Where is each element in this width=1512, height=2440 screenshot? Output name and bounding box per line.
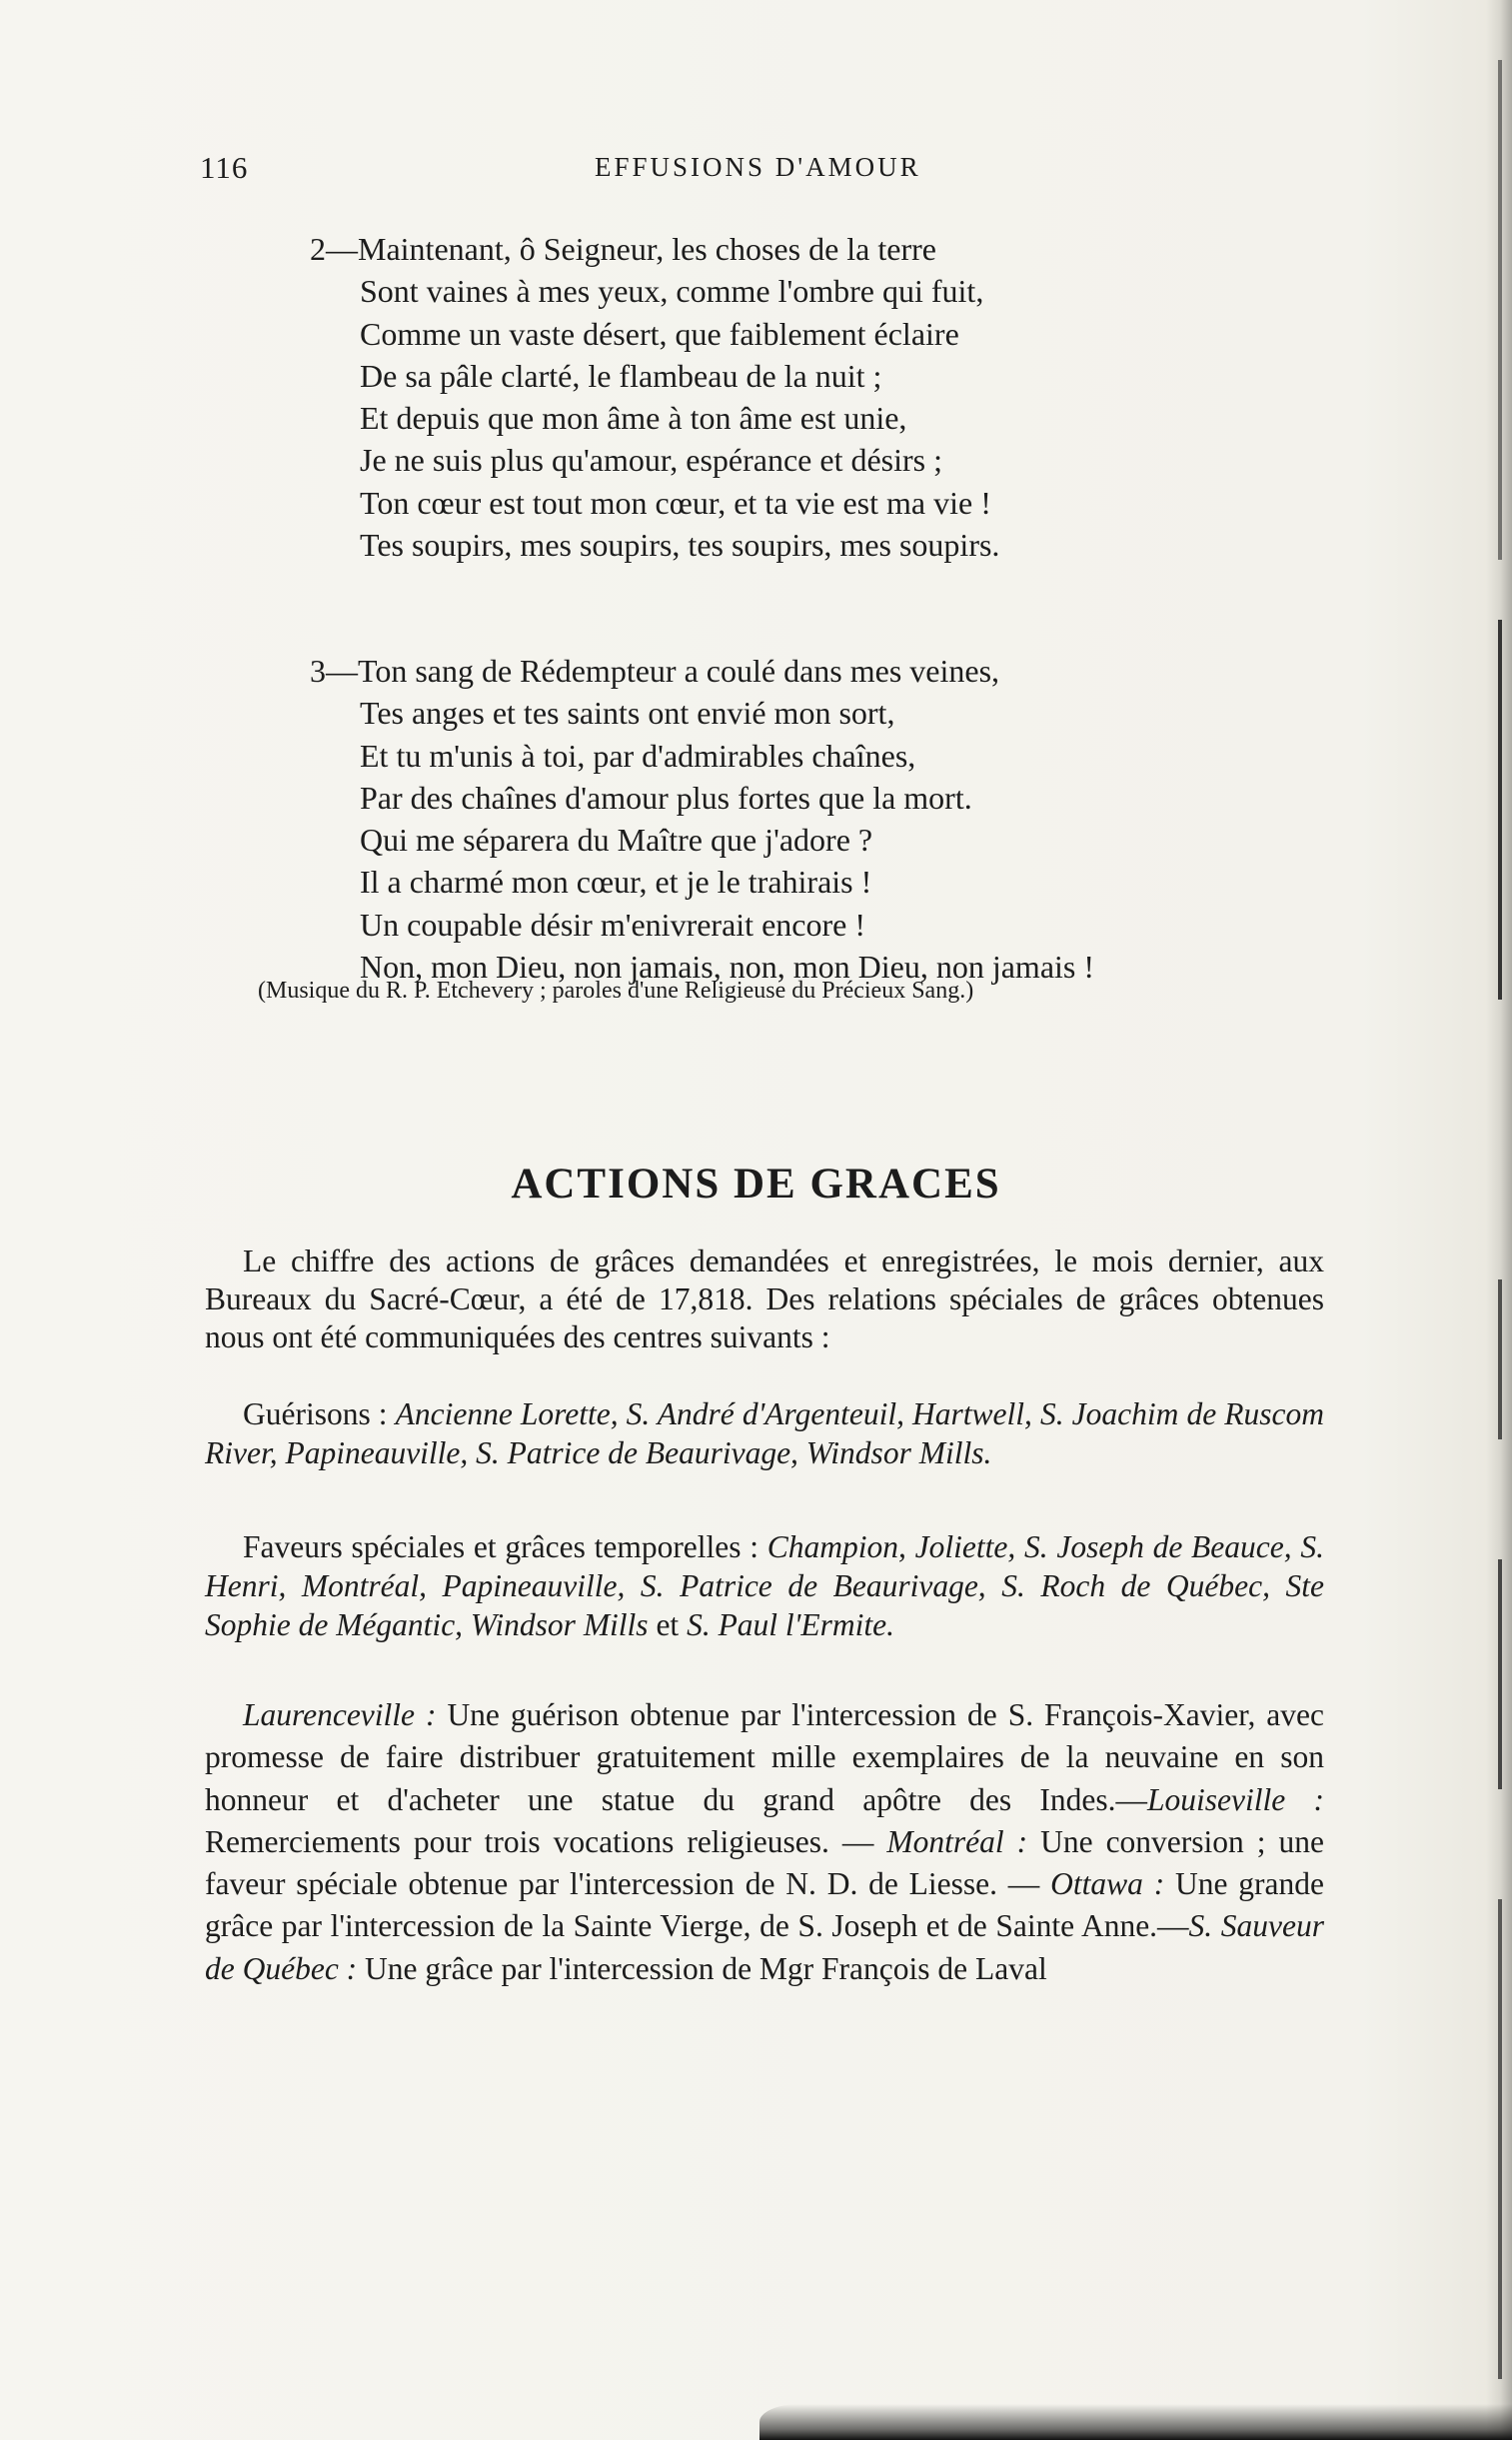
report-montreal: Une conversion ; une faveur spéciale obtenue par l'intercession de N. D. de Liesse. — (205, 1823, 1324, 1902)
verse-line: Tes anges et tes saints ont envié mon sort, (360, 695, 895, 732)
page-edge-line (1498, 620, 1502, 1000)
music-credit: (Musique du R. P. Etchevery ; paroles d'une Religieuse du Précieux Sang.) (258, 978, 974, 1004)
faveurs-conjunction: et (648, 1607, 688, 1642)
verse-line: Par des chaînes d'amour plus fortes que la mort. (360, 779, 972, 816)
intro-paragraph (205, 1242, 1324, 1356)
report-ottawa: Une grande grâce par l'intercession de la Sainte Vierge, de S. Joseph et de Sainte Anne.— (205, 1866, 1324, 1944)
stanza-3 (310, 650, 1309, 988)
report-louiseville: Remerciements pour trois vocations religieuses. — (205, 1823, 887, 1859)
verse-line: Tes soupirs, mes soupirs, tes soupirs, mes soupirs. (360, 527, 1000, 564)
section-title: ACTIONS DE GRACES (511, 1161, 1001, 1208)
faveurs-places: Champion, Joliette, S. Joseph de Beauce, S. Henri, Montréal, Papineauville, S. Patrice de Beaurivage, S. Roch de Québec, Ste Sophie de Mégantic, Windsor Mills (205, 1529, 1324, 1642)
page-number: 116 (200, 150, 249, 185)
place-louiseville: Louiseville : (1147, 1781, 1324, 1817)
intro-text: Le chiffre des actions de grâces demandées et enregistrées, le mois dernier, aux Bureaux du Sacré-Cœur, a été de 17,818. Des relations spéciales de grâces obtenues nous ont été communiquées des centres suivants : (205, 1243, 1324, 1354)
running-title: EFFUSIONS D'AMOUR (595, 152, 921, 182)
guerisons-label: Guérisons : (243, 1396, 396, 1431)
faveurs-last-place: S. Paul l'Ermite. (687, 1607, 895, 1642)
verse-line: Et tu m'unis à toi, par d'admirables chaînes, (360, 737, 916, 774)
verse-line: Sont vaines à mes yeux, comme l'ombre qui fuit, (360, 273, 984, 310)
verse-line: 2—Maintenant, ô Seigneur, les choses de la terre (310, 231, 936, 267)
verse-line: Qui me séparera du Maître que j'adore ? (360, 822, 873, 859)
verse-line: Je ne suis plus qu'amour, espérance et désirs ; (360, 442, 942, 479)
page-edge-line (1498, 1899, 1502, 2379)
faveurs-paragraph (205, 1527, 1324, 1644)
faveurs-label: Faveurs spéciales et grâces temporelles : (243, 1529, 767, 1564)
verse-line: Et depuis que mon âme à ton âme est unie, (360, 400, 907, 437)
page-edge-line (1498, 1559, 1502, 1789)
stanza-2 (310, 228, 1309, 566)
page-edge-line (1498, 60, 1502, 560)
verse-line: Il a charmé mon cœur, et je le trahirais ! (360, 864, 872, 901)
page-edge-line (1498, 1279, 1502, 1439)
verse-line: 3—Ton sang de Rédempteur a coulé dans mes veines, (310, 653, 1000, 689)
place-laurenceville: Laurenceville : (243, 1697, 448, 1732)
place-sauveur: S. Sauveur de Québec : (205, 1908, 1324, 1986)
guerisons-paragraph (205, 1394, 1324, 1472)
verse-line: Comme un vaste désert, que faiblement éclaire (360, 315, 959, 352)
report-sauveur: Une grâce par l'intercession de Mgr François de Laval (365, 1950, 1047, 1986)
grace-reports-paragraph (205, 1694, 1324, 1990)
place-ottawa: Ottawa : (1050, 1866, 1175, 1902)
verse-line: De sa pâle clarté, le flambeau de la nuit ; (360, 357, 882, 394)
guerisons-places: Ancienne Lorette, S. André d'Argenteuil, Hartwell, S. Joachim de Ruscom River, Papineauville, S. Patrice de Beaurivage, Windsor Mills. (205, 1396, 1324, 1470)
report-laurenceville: Une guérison obtenue par l'intercession de S. François-Xavier, avec promesse de faire distribuer gratuitement mille exemplaires de la neuvaine en son honneur et d'acheter une statue du grand apôtre des Indes.— (205, 1697, 1324, 1817)
place-montreal: Montréal : (886, 1823, 1041, 1859)
verse-line: Un coupable désir m'enivrerait encore ! (360, 906, 865, 943)
verse-line: Ton cœur est tout mon cœur, et ta vie est ma vie ! (360, 484, 991, 521)
page-bottom-shadow (759, 2404, 1512, 2440)
verse-line: Non, mon Dieu, non jamais, non, mon Dieu, non jamais ! (360, 949, 1095, 986)
running-header (200, 150, 1319, 190)
